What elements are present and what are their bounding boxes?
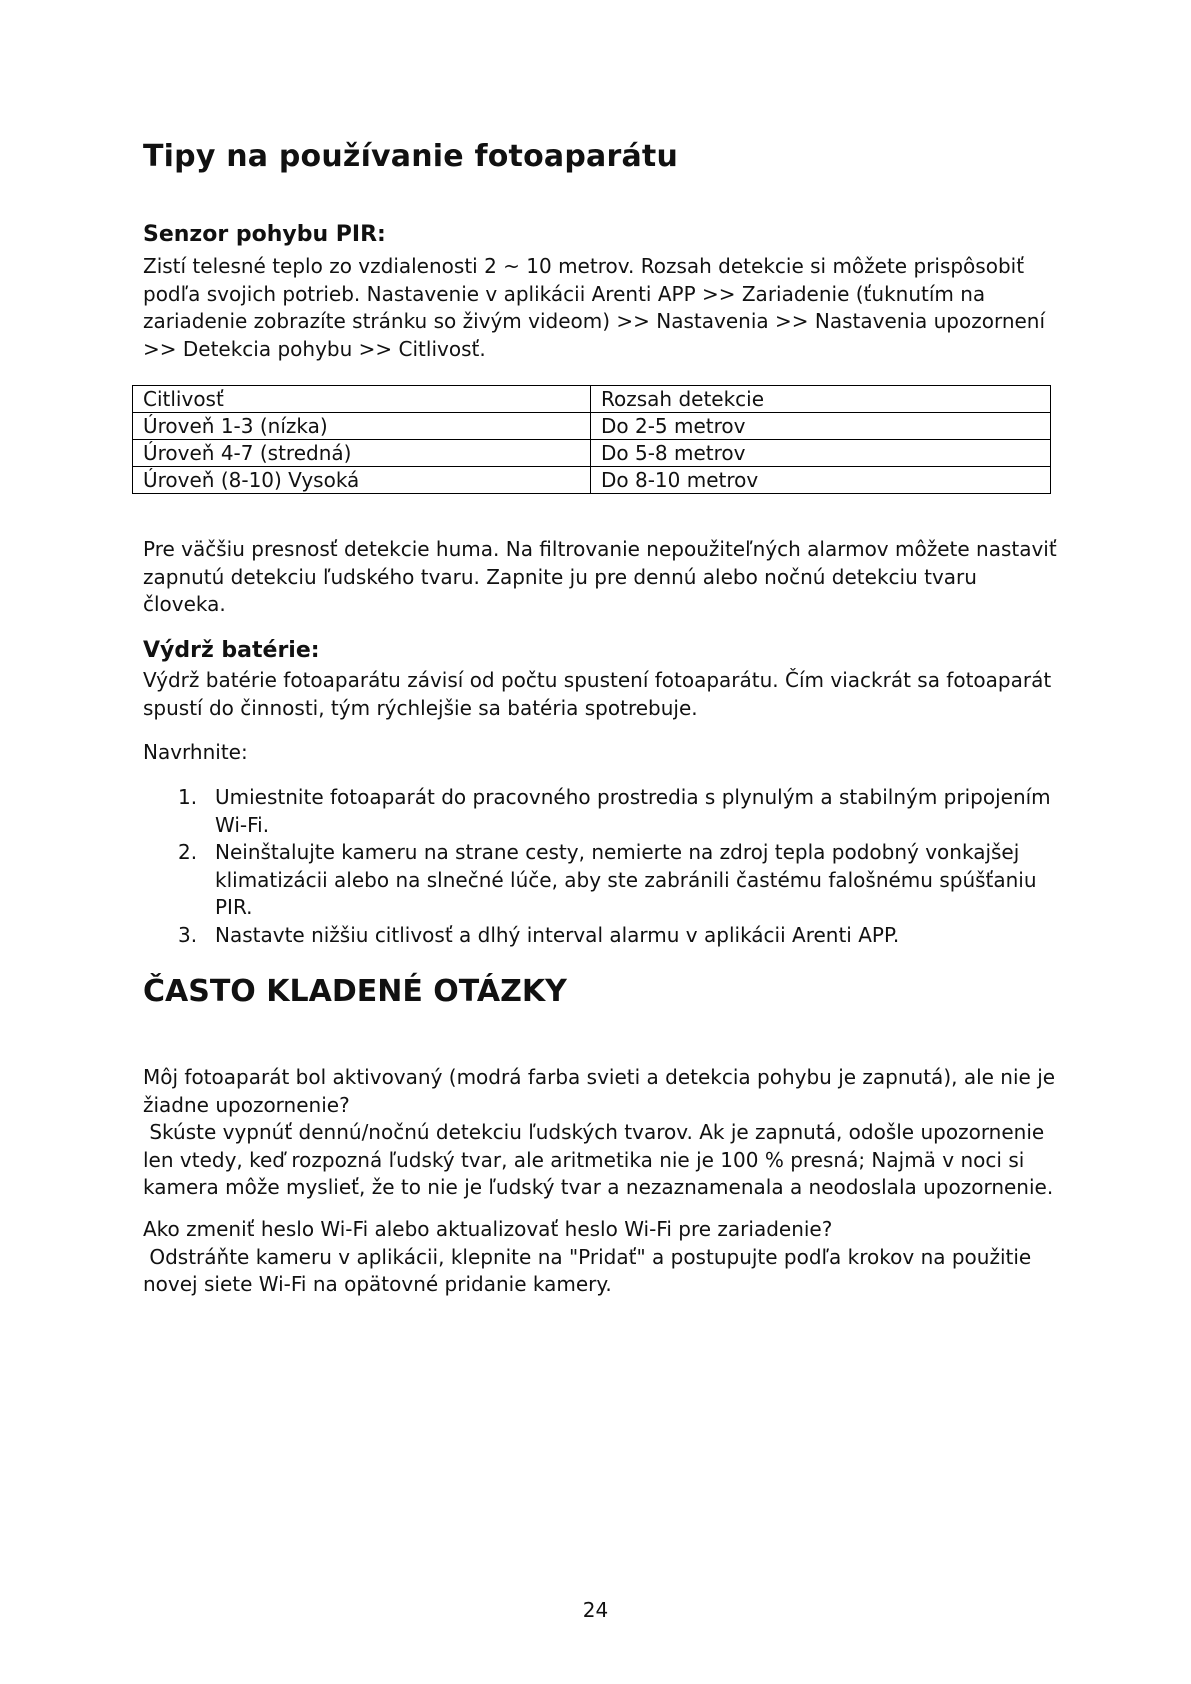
table-cell: Úroveň 1-3 (nízka) xyxy=(133,413,591,440)
faq-question-2 xyxy=(143,1216,1063,1299)
text-line: klimatizácii alebo na slnečné lúče, aby ste zabránili častému falošnému spúšťaniu xyxy=(215,867,1037,892)
table-cell: Do 2-5 metrov xyxy=(591,413,1051,440)
list-number: 1. xyxy=(178,785,198,809)
text-line: Nastavte nižšiu citlivosť a dlhý interval alarmu v aplikácii Arenti APP. xyxy=(215,922,900,947)
text-line: zariadenie zobrazíte stránku so živým videom) >> Nastavenia >> Nastavenia upozornení xyxy=(143,309,1046,333)
table-header-cell: Rozsah detekcie xyxy=(591,386,1051,413)
text-line: zapnutú detekciu ľudského tvaru. Zapnite ju pre dennú alebo nočnú detekciu tvaru xyxy=(143,564,977,589)
list-item xyxy=(178,922,1038,950)
table-row xyxy=(133,413,1051,440)
suggest-label: Navrhnite: xyxy=(143,740,248,764)
suggestions-list xyxy=(178,784,1051,949)
table-header-row xyxy=(133,386,1051,413)
table-cell: Do 8-10 metrov xyxy=(591,467,1051,494)
text-line: žiadne upozornenie? xyxy=(143,1092,350,1117)
list-item xyxy=(178,784,1051,839)
faq-question-1 xyxy=(143,1064,1063,1202)
table-row xyxy=(133,440,1051,467)
text-line: len vtedy, keď rozpozná ľudský tvar, ale aritmetika nie je 100 % presná; Najmä v noci si xyxy=(143,1147,1025,1172)
table-row xyxy=(133,467,1051,494)
table-cell: Úroveň (8-10) Vysoká xyxy=(133,467,591,494)
text-line: podľa svojich potrieb. Nastavenie v aplikácii Arenti APP >> Zariadenie (ťuknutím na xyxy=(143,281,986,306)
text-line: Wi-Fi. xyxy=(215,812,270,837)
list-item xyxy=(178,839,1038,922)
table-cell: Do 5-8 metrov xyxy=(591,440,1051,467)
table-cell: Úroveň 4-7 (stredná) xyxy=(133,440,591,467)
text-line: Umiestnite fotoaparát do pracovného prostredia s plynulým a stabilným pripojením xyxy=(215,785,1051,809)
sensitivity-range-table xyxy=(132,385,1051,494)
text-line: Neinštalujte kameru na strane cesty, nemierte na zdroj tepla podobný vonkajšej xyxy=(215,840,1020,864)
text-line: Odstráňte kameru v aplikácii, klepnite na "Pridať" a postupujte podľa krokov na použitie xyxy=(143,1244,1032,1269)
list-number: 3. xyxy=(178,922,198,947)
battery-paragraph xyxy=(143,667,1063,722)
text-line: novej siete Wi-Fi na opätovné pridanie kamery. xyxy=(143,1272,612,1296)
text-line: Výdrž batérie fotoaparátu závisí od počtu spustení fotoaparátu. Čím viackrát sa fotoaparát xyxy=(143,668,1052,692)
pir-paragraph xyxy=(143,253,1063,363)
text-line: Môj fotoaparát bol aktivovaný (modrá farba svieti a detekcia pohybu je zapnutá), ale nie je xyxy=(143,1065,1056,1089)
list-number: 2. xyxy=(178,840,198,864)
page-number: 24 xyxy=(582,1598,609,1622)
battery-heading: Výdrž batérie: xyxy=(143,638,320,663)
text-line: kamera môže myslieť, že to nie je ľudský tvar a nezaznamenala a neodoslala upozornenie. xyxy=(143,1175,1054,1199)
human-detection-paragraph xyxy=(143,536,1063,619)
text-line: >> Detekcia pohybu >> Citlivosť. xyxy=(143,336,486,361)
text-line: Ako zmeniť heslo Wi-Fi alebo aktualizovať heslo Wi-Fi pre zariadenie? xyxy=(143,1217,833,1241)
page-title: Tipy na používanie fotoaparátu xyxy=(143,139,678,174)
text-line: Skúste vypnúť dennú/nočnú detekciu ľudských tvarov. Ak je zapnutá, odošle upozornenie xyxy=(143,1120,1045,1144)
faq-heading: ČASTO KLADENÉ OTÁZKY xyxy=(143,974,567,1009)
text-line: Pre väčšiu presnosť detekcie huma. Na filtrovanie nepoužiteľných alarmov môžete nastaviť xyxy=(143,537,1057,561)
table-header-cell: Citlivosť xyxy=(133,386,591,413)
text-line: človeka. xyxy=(143,592,226,616)
text-line: Zistí telesné teplo zo vzdialenosti 2 ~ 10 metrov. Rozsah detekcie si môžete prispôsobiť xyxy=(143,254,1025,278)
text-line: PIR. xyxy=(215,895,253,919)
pir-heading: Senzor pohybu PIR: xyxy=(143,222,386,247)
text-line: spustí do činnosti, tým rýchlejšie sa batéria spotrebuje. xyxy=(143,695,698,720)
